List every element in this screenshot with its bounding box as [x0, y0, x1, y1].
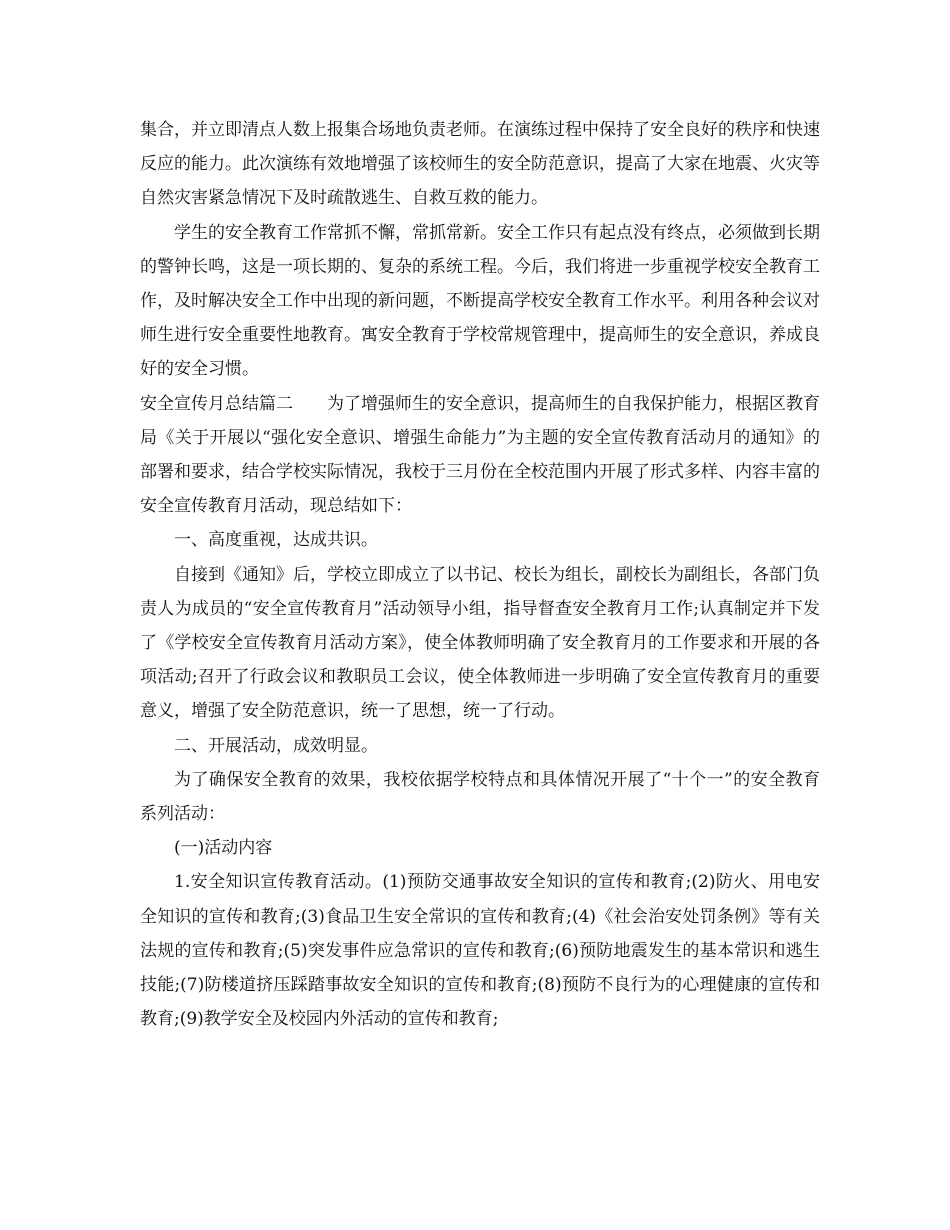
- paragraph-section-title: 安全宣传月总结篇二 为了增强师生的安全意识，提高师生的自我保护能力，根据区教育局《关于开展以“强化安全意识、增强生命能力”为主题的安全宣传教育活动月的通知》的部署和要求，结合学校实际情况，我校于三月份在全校范围内开展了形式多样、内容丰富的安全宣传教育月活动，现总结如下：: [140, 393, 820, 517]
- paragraph: 1.安全知识宣传教育活动。(1)预防交通事故安全知识的宣传和教育;(2)防火、用电安全知识的宣传和教育;(3)食品卫生安全常识的宣传和教育;(4)《社会治安处罚条例》等有关法规的宣传和教育;(5)突发事件应急常识的宣传和教育;(6)预防地震发生的基本常识和逃生技能;(7)防楼道挤压踩踏事故安全知识的宣传和教育;(8)预防不良行为的心理健康的宣传和教育;(9)教学安全及校园内外活动的宣传和教育;: [140, 872, 820, 1030]
- paragraph: 集合，并立即清点人数上报集合场地负责老师。在演练过程中保持了安全良好的秩序和快速反应的能力。此次演练有效地增强了该校师生的安全防范意识，提高了大家在地震、火灾等自然灾害紧急情况下及时疏散逃生、自救互救的能力。: [140, 120, 820, 209]
- document-body: [140, 113, 820, 1036]
- paragraph: 为了确保安全教育的效果，我校依据学校特点和具体情况开展了“十个一”的安全教育系列活动：: [140, 769, 820, 825]
- paragraph: 自接到《通知》后，学校立即成立了以书记、校长为组长，副校长为副组长，各部门负责人为成员的“安全宣传教育月”活动领导小组，指导督查安全教育月工作;认真制定并下发了《学校安全宣传教育月活动方案》，使全体教师明确了安全教育月的工作要求和开展的各项活动;召开了行政会议和教职员工会议，使全体教师进一步明确了安全宣传教育月的重要意义，增强了安全防范意识，统一了思想，统一了行动。: [140, 564, 820, 722]
- section-heading: 二、开展活动，成效明显。: [174, 735, 378, 756]
- section-heading: 一、高度重视，达成共识。: [174, 530, 378, 551]
- subsection-heading: (一)活动内容: [174, 838, 273, 859]
- paragraph: 学生的安全教育工作常抓不懈，常抓常新。安全工作只有起点没有终点，必须做到长期的警钟长鸣，这是一项长期的、复杂的系统工程。今后，我们将进一步重视学校安全教育工作，及时解决安全工作中出现的新问题，不断提高学校安全教育工作水平。利用各种会议对师生进行安全重要性地教育。寓安全教育于学校常规管理中，提高师生的安全意识，养成良好的安全习惯。: [140, 222, 820, 380]
